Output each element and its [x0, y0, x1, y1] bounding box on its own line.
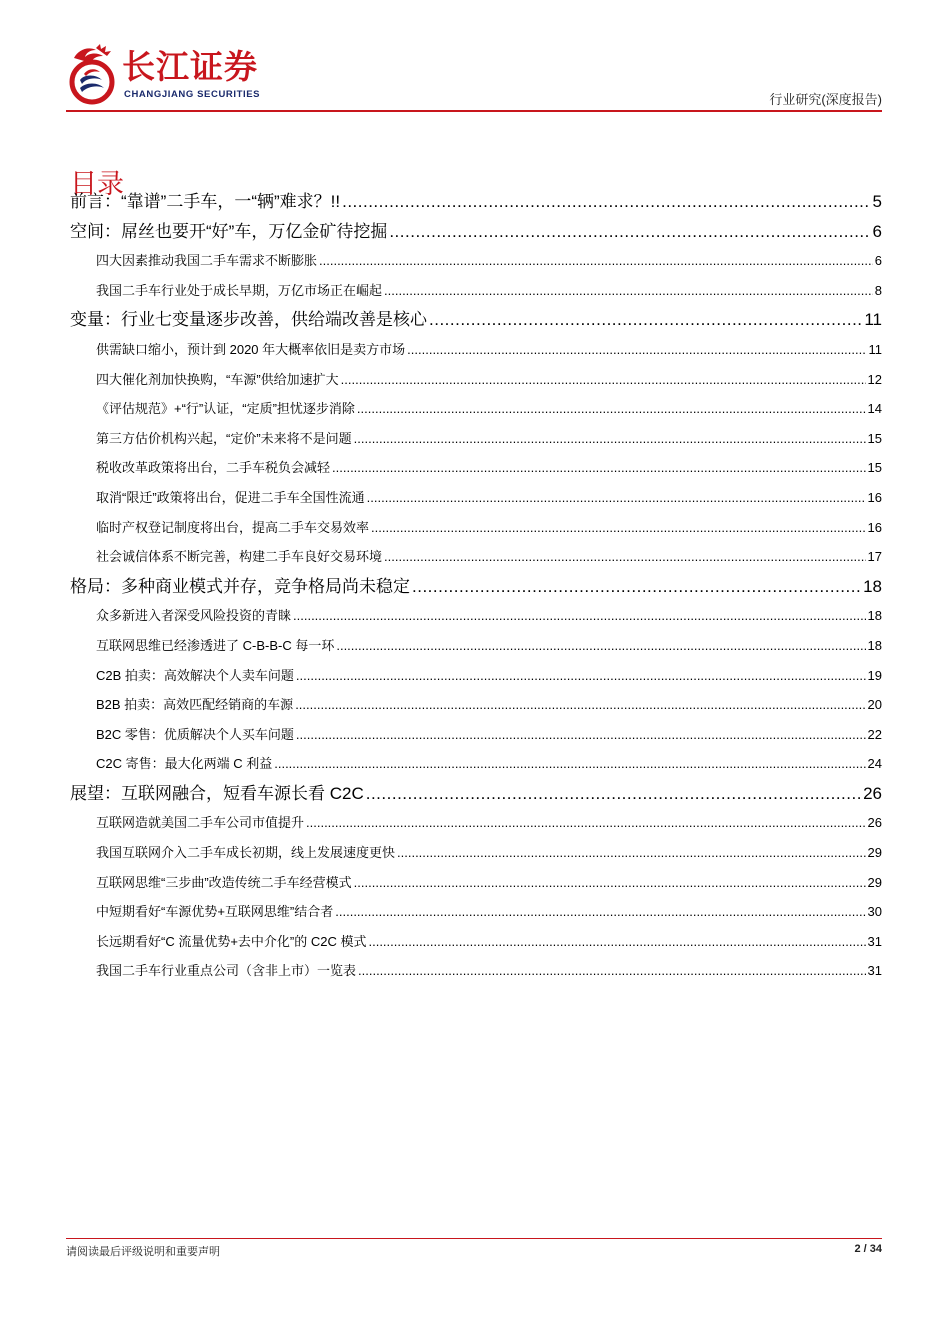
toc-entry-page: 30: [867, 904, 882, 920]
toc-entry-page: 5: [872, 192, 882, 211]
toc-entry-text: B2C 零售：优质解决个人买车问题: [96, 726, 294, 742]
toc-entry-chapter[interactable]: [70, 779, 882, 809]
toc-entry-section[interactable]: [70, 838, 882, 868]
toc-entry-text: 众多新进入者深受风险投资的青睐: [96, 608, 292, 624]
toc-entry-page: 26: [867, 815, 882, 831]
toc-entry-section[interactable]: [70, 365, 882, 395]
toc-leader-dots: [341, 365, 866, 395]
toc-entry-section[interactable]: [70, 690, 882, 720]
logo-chinese-name: 长江证券: [122, 48, 258, 85]
changjiang-logo-icon: [66, 44, 118, 106]
toc-entry-text: 我国二手车行业处于成长早期，万亿市场正在崛起: [96, 282, 383, 298]
toc-entry-section[interactable]: [70, 542, 882, 572]
toc-entry-page: 18: [867, 637, 882, 653]
toc-entry-page: 22: [867, 726, 882, 742]
toc-entry-page: 20: [867, 697, 882, 713]
toc-leader-dots: [412, 572, 861, 602]
toc-leader-dots: [397, 838, 866, 868]
toc-entry-page: 18: [867, 608, 882, 624]
toc-leader-dots: [335, 897, 865, 927]
toc-entry-section[interactable]: [70, 661, 882, 691]
toc-leader-dots: [429, 305, 862, 335]
toc-leader-dots: [354, 868, 866, 898]
toc-entry-page: 16: [867, 489, 882, 505]
toc-leader-dots: [354, 424, 866, 454]
toc-entry-section[interactable]: [70, 927, 882, 957]
toc-leader-dots: [407, 335, 866, 365]
toc-entry-page: 12: [867, 371, 882, 387]
toc-entry-section[interactable]: [70, 335, 882, 365]
toc-entry-page: 19: [867, 667, 882, 683]
toc-entry-text: 长远期看好“C 流量优势+去中介化”的 C2C 模式: [96, 933, 367, 949]
toc-entry-section[interactable]: [70, 601, 882, 631]
toc-entry-text: 格局：多种商业模式并存，竞争格局尚未稳定: [70, 576, 410, 596]
toc-entry-text: 我国二手车行业重点公司（含非上市）一览表: [96, 963, 357, 979]
footer-disclaimer: 请阅读最后评级说明和重要声明: [66, 1246, 220, 1258]
toc-leader-dots: [295, 690, 865, 720]
toc-entry-text: 社会诚信体系不断完善，构建二手车良好交易环境: [96, 549, 383, 565]
toc-entry-section[interactable]: [70, 276, 882, 306]
toc-entry-section[interactable]: [70, 720, 882, 750]
toc-entry-section[interactable]: [70, 956, 882, 986]
toc-leader-dots: [293, 601, 866, 631]
toc-entry-page: 14: [867, 401, 882, 417]
toc-leader-dots: [384, 276, 873, 306]
toc-leader-dots: [357, 394, 866, 424]
footer-divider: [66, 1238, 882, 1239]
toc-heading: 目录: [70, 169, 124, 199]
report-type-label: 行业研究(深度报告): [769, 92, 882, 107]
toc-entry-page: 15: [867, 430, 882, 446]
toc-entry-page: 11: [864, 310, 882, 330]
toc-entry-page: 8: [874, 282, 882, 298]
toc-entry-section[interactable]: [70, 394, 882, 424]
toc-entry-section[interactable]: [70, 453, 882, 483]
toc-entry-section[interactable]: [70, 631, 882, 661]
toc-entry-text: 互联网思维已经渗透进了 C-B-B-C 每一环: [96, 637, 335, 653]
toc-entry-page: 26: [863, 783, 882, 803]
toc-entry-page: 18: [863, 576, 882, 596]
table-of-contents: [70, 187, 882, 986]
toc-entry-text: 四大催化剂加快换购，“车源”供给加速扩大: [96, 371, 339, 387]
toc-entry-text: 变量：行业七变量逐步改善，供给端改善是核心: [70, 310, 427, 330]
toc-entry-text: 互联网造就美国二手车公司市值提升: [96, 815, 305, 831]
toc-leader-dots: [368, 927, 865, 957]
header-divider: [66, 110, 882, 112]
toc-entry-page: 6: [874, 253, 882, 269]
toc-leader-dots: [358, 956, 866, 986]
toc-leader-dots: [366, 779, 861, 809]
toc-leader-dots: [319, 246, 873, 276]
toc-leader-dots: [332, 453, 866, 483]
toc-entry-chapter[interactable]: [70, 217, 882, 247]
toc-entry-text: 四大因素推动我国二手车需求不断膨胀: [96, 253, 318, 269]
toc-entry-text: 互联网思维“三步曲”改造传统二手车经营模式: [96, 874, 352, 890]
toc-entry-section[interactable]: [70, 897, 882, 927]
toc-entry-text: 我国互联网介入二手车成长初期，线上发展速度更快: [96, 845, 396, 861]
toc-entry-page: 31: [867, 963, 882, 979]
toc-entry-chapter[interactable]: [70, 187, 882, 217]
toc-entry-text: 展望：互联网融合，短看车源长看 C2C: [70, 783, 364, 803]
toc-leader-dots: [296, 720, 866, 750]
toc-leader-dots: [371, 513, 866, 543]
toc-entry-text: 供需缺口缩小，预计到 2020 年大概率依旧是卖方市场: [96, 341, 406, 357]
toc-leader-dots: [342, 187, 870, 217]
toc-entry-page: 16: [867, 519, 882, 535]
toc-entry-chapter[interactable]: [70, 305, 882, 335]
toc-entry-text: 中短期看好“车源优势+互联网思维”结合者: [96, 904, 334, 920]
toc-leader-dots: [389, 217, 870, 247]
toc-leader-dots: [336, 631, 865, 661]
toc-entry-text: B2B 拍卖：高效匹配经销商的车源: [96, 697, 294, 713]
toc-entry-section[interactable]: [70, 513, 882, 543]
page-header: [0, 0, 950, 120]
toc-entry-page: 6: [872, 221, 882, 241]
toc-entry-page: 29: [867, 874, 882, 890]
toc-entry-section[interactable]: [70, 808, 882, 838]
toc-leader-dots: [306, 808, 866, 838]
toc-entry-page: 24: [867, 756, 882, 772]
toc-entry-text: 税收改革政策将出台，二手车税负会减轻: [96, 460, 331, 476]
toc-entry-section[interactable]: [70, 749, 882, 779]
toc-leader-dots: [296, 661, 866, 691]
toc-entry-page: 15: [867, 460, 882, 476]
toc-entry-section[interactable]: [70, 246, 882, 276]
toc-entry-section[interactable]: [70, 483, 882, 513]
toc-entry-text: 第三方估价机构兴起，“定价”未来将不是问题: [96, 430, 352, 446]
company-logo: [66, 44, 326, 108]
page-number: 2 / 34: [854, 1243, 882, 1255]
toc-entry-text: C2C 寄售：最大化两端 C 利益: [96, 756, 273, 772]
toc-leader-dots: [384, 542, 866, 572]
logo-english-name: CHANGJIANG SECURITIES: [124, 89, 261, 100]
toc-leader-dots: [367, 483, 866, 513]
toc-entry-text: 《评估规范》+“行”认证，“定质”担忧逐步消除: [96, 401, 355, 417]
toc-entry-text: 前言：“靠谱”二手车，一“辆”难求？!!: [70, 192, 341, 211]
toc-entry-text: 取消“限迁”政策将出台，促进二手车全国性流通: [96, 489, 365, 505]
toc-entry-text: 临时产权登记制度将出台，提高二手车交易效率: [96, 519, 370, 535]
toc-entry-chapter[interactable]: [70, 572, 882, 602]
toc-entry-page: 31: [867, 933, 882, 949]
toc-entry-page: 11: [868, 341, 882, 357]
toc-leader-dots: [274, 749, 865, 779]
toc-entry-section[interactable]: [70, 868, 882, 898]
toc-entry-section[interactable]: [70, 424, 882, 454]
toc-entry-text: 空间：屌丝也要开“好”车，万亿金矿待挖掘: [70, 221, 388, 241]
toc-entry-text: C2B 拍卖：高效解决个人卖车问题: [96, 667, 294, 683]
toc-entry-page: 17: [867, 549, 882, 565]
toc-entry-page: 29: [867, 845, 882, 861]
